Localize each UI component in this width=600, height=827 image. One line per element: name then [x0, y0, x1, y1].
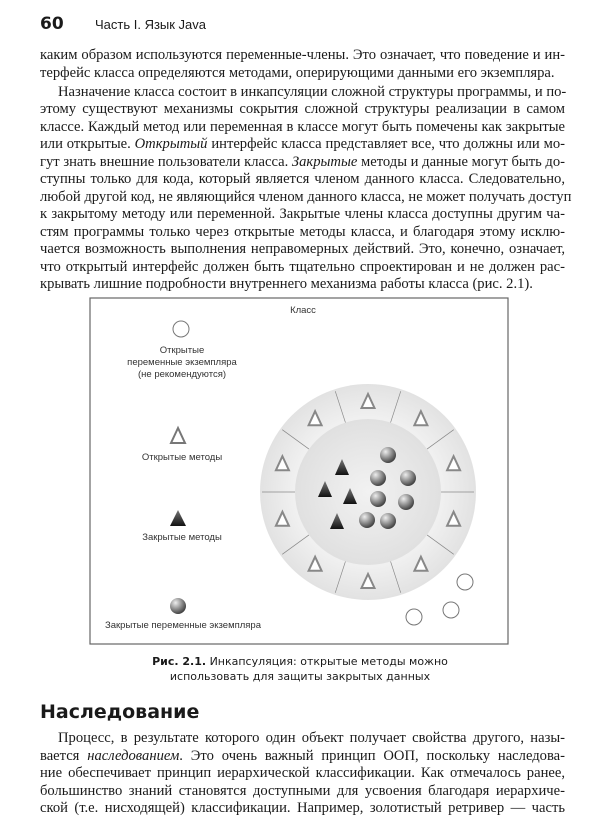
text-span: ние обеспечивает принцип иерархической классификации. Как отмечалось ранее,: [40, 765, 565, 781]
text-span: или открытые.: [40, 136, 135, 152]
text-span: терфейс класса определяются методами, оперирующими данными его экземпляра.: [40, 64, 555, 81]
private-variable-sphere-icon: [370, 470, 386, 486]
text-span: интерфейс класса представляет все, что должны или мо-: [207, 136, 565, 152]
emphasis-term: Закрытые: [291, 153, 358, 170]
figure-caption-line2: использовать для защиты закрытых данных: [169, 670, 431, 683]
text-span: чается возможность выполнения неправомерных действий. Это, конечно, означает,: [40, 241, 565, 257]
legend-public-vars-1: Открытые: [159, 345, 205, 356]
legend-public-methods: Открытые методы: [141, 452, 223, 463]
private-variable-sphere-icon: [370, 491, 386, 507]
caption-text-1: Инкапсуляция: открытые методы можно: [209, 655, 448, 668]
private-variable-sphere-icon: [359, 512, 375, 528]
text-line: [40, 800, 565, 817]
text-span: . Это очень важный принцип ООП, поскольку наследова-: [179, 747, 565, 764]
text-span: большинство знаний становятся доступными для усвоения благодаря иерархиче-: [40, 782, 565, 799]
text-span: что открытый интерфейс должен быть тщательно спроектирован и не должен рас-: [40, 258, 565, 275]
emphasis-term: наследованием: [87, 747, 180, 764]
text-span: этому существуют механизмы сокрытия сложной структуры реализации в самом: [40, 101, 565, 117]
text-span: ступны только для кода, который является членом данного класса. Следовательно,: [40, 171, 565, 187]
text-span: крывать лишние подробности внутреннего механизма работы класса (рис. 2.1).: [40, 276, 533, 292]
figure-caption-line1: [90, 655, 510, 668]
text-span: ской (т.е. нисходящей) классификации. Например, золотистый ретривер — часть: [40, 800, 565, 816]
emphasis-term: Открытый: [134, 136, 208, 152]
private-variable-sphere-icon: [398, 494, 414, 510]
text-span: стям программы только через открытые методы класса, и благодаря этому исклю-: [40, 223, 565, 240]
legend-public-vars-2: переменные экземпляра: [127, 357, 237, 368]
sphere-icon: [170, 598, 186, 614]
text-span: классе. Каждый метод или переменная в классе могут быть помечены как закрытые: [40, 118, 565, 135]
text-span: вается: [40, 747, 88, 764]
running-title: Часть I. Язык Java: [95, 17, 207, 32]
page-number: 60: [40, 14, 64, 34]
text-span: Назначение класса состоит в инкапсуляции сложной структуры программы, и по-: [58, 83, 567, 100]
text-line: [40, 783, 565, 800]
text-span: к закрытому методу или переменной. Закрытые члены класса доступны другим ча-: [40, 206, 565, 222]
text-span: гут знать внешние пользователи класса.: [40, 153, 292, 170]
text-line: [40, 765, 565, 782]
text-span: Процесс, в результате которого один объект получает свойства другого, назы-: [58, 730, 565, 746]
section-heading: Наследование: [40, 701, 200, 723]
legend-private-methods: Закрытые методы: [142, 532, 222, 543]
private-variable-sphere-icon: [380, 513, 396, 529]
text-span: методы и данные могут быть до-: [357, 153, 565, 170]
open-circle-icon: [173, 321, 189, 337]
private-variable-sphere-icon: [400, 470, 416, 486]
private-variable-sphere-icon: [380, 447, 396, 463]
inner-core: [295, 419, 441, 565]
text-line: [40, 748, 565, 765]
text-line: [58, 730, 565, 747]
public-variable-circle-icon: [443, 602, 459, 618]
public-variable-circle-icon: [406, 609, 422, 625]
legend-public-vars-3: (не рекомендуются): [137, 369, 227, 380]
text-span: каким образом используются переменные-члены. Это означает, что поведение и ин-: [40, 47, 565, 63]
class-title: Класс: [290, 305, 316, 316]
text-span: любой другой код, не являющийся членом данного класса, не может получать доступ: [40, 188, 572, 205]
public-variable-circle-icon: [457, 574, 473, 590]
caption-label: Рис. 2.1.: [152, 655, 207, 668]
legend-private-vars: Закрытые переменные экземпляра: [104, 620, 262, 631]
